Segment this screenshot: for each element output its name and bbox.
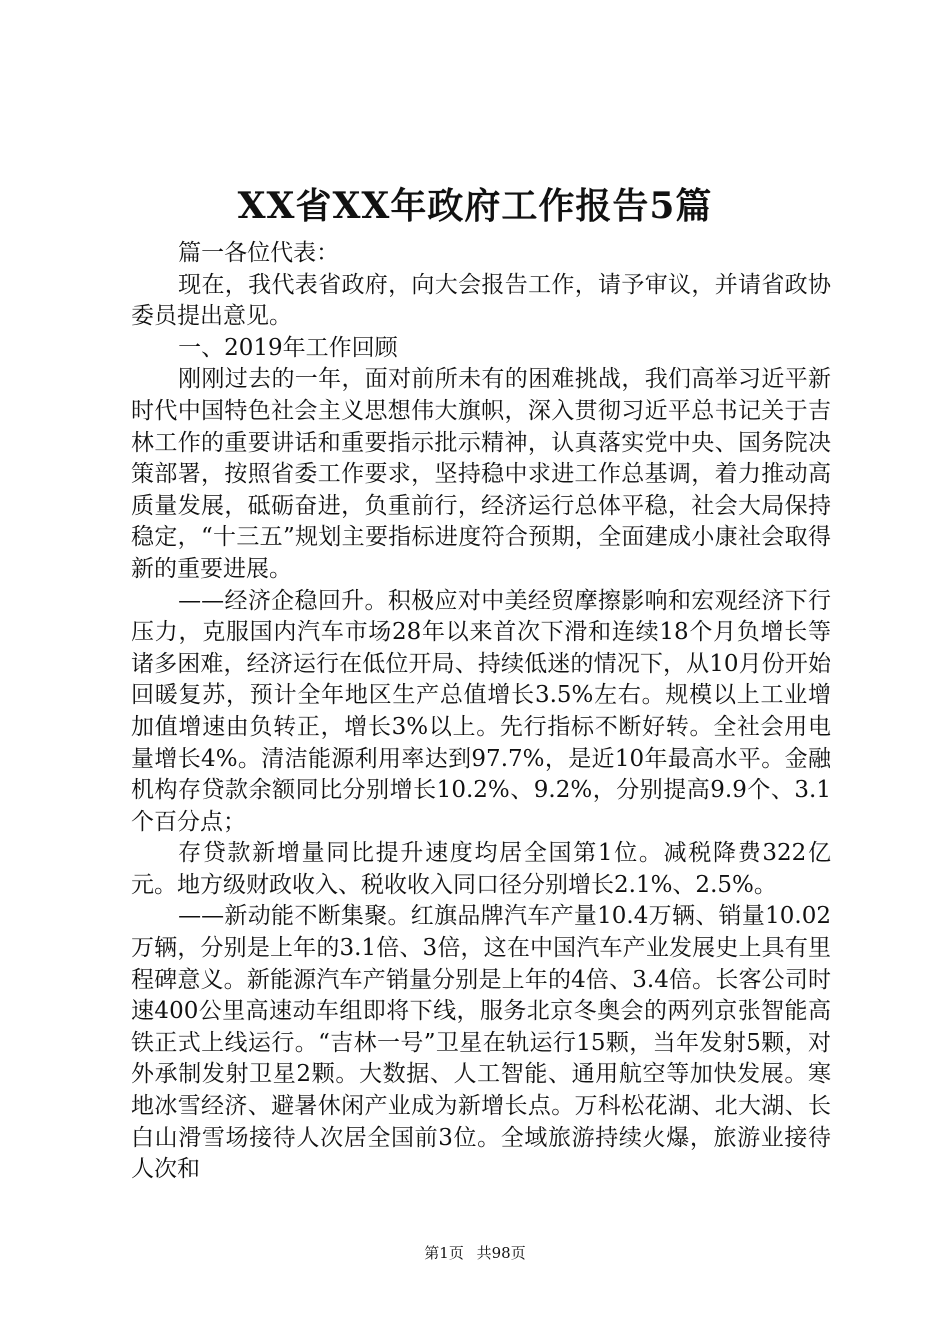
page-total: 共98页 <box>476 1244 526 1262</box>
paragraph-deposits: 存贷款新增量同比提升速度均居全国第1位。减税降费322亿元。地方级财政收入、税收收入同口径分别增长2.1%、2.5%。 <box>131 840 831 898</box>
document-body <box>131 238 831 1186</box>
paragraph-review: 刚刚过去的一年，面对前所未有的困难挑战，我们高举习近平新时代中国特色社会主义思想伟大旗帜，深入贯彻习近平总书记关于吉林工作的重要讲话和重要指示批示精神，认真落实党中央、国务院决策部署，按照省委工作要求，坚持稳中求进工作总基调，着力推动高质量发展，砥砺奋进，负重前行，经济运行总体平稳，社会大局保持稳定，“十三五”规划主要指标进度符合预期，全面建成小康社会取得新的重要进展。 <box>131 366 831 582</box>
paragraph-new-drivers: ——新动能不断集聚。红旗品牌汽车产量10.4万辆、销量10.02万辆，分别是上年的3.1倍、3倍，这在中国汽车产业发展史上具有里程碑意义。新能源汽车产销量分别是上年的4倍、3.4倍。长客公司时速400公里高速动车组即将下线，服务北京冬奥会的两列京张智能高铁正式上线运行。“吉林一号”卫星在轨运行15颗，当年发射5颗，对外承制发射卫星2颗。大数据、人工智能、通用航空等加快发展。寒地冰雪经济、避暑休闲产业成为新增长点。万科松花湖、北大湖、长白山滑雪场接待人次居全国前3位。全域旅游持续火爆，旅游业接待人次和 <box>131 903 831 1183</box>
page-footer <box>0 1242 950 1264</box>
page-number: 第1页 <box>424 1244 464 1262</box>
paragraph-economy: ——经济企稳回升。积极应对中美经贸摩擦影响和宏观经济下行压力，克服国内汽车市场28年以来首次下滑和连续18个月负增长等诸多困难，经济运行在低位开局、持续低迷的情况下，从10月份开始回暖复苏，预计全年地区生产总值增长3.5%左右。规模以上工业增加值增速由负转正，增长3%以上。先行指标不断好转。全社会用电量增长4%。清洁能源利用率达到97.7%，是近10年最高水平。金融机构存贷款余额同比分别增长10.2%、9.2%，分别提高9.9个、3.1个百分点； <box>131 587 831 835</box>
paragraph-salutation: 篇一各位代表： <box>178 240 340 266</box>
document-title: XX省XX年政府工作报告5篇 <box>237 185 713 227</box>
paragraph-intro: 现在，我代表省政府，向大会报告工作，请予审议，并请省政协委员提出意见。 <box>131 271 831 330</box>
section-heading: 一、2019年工作回顾 <box>178 334 398 361</box>
